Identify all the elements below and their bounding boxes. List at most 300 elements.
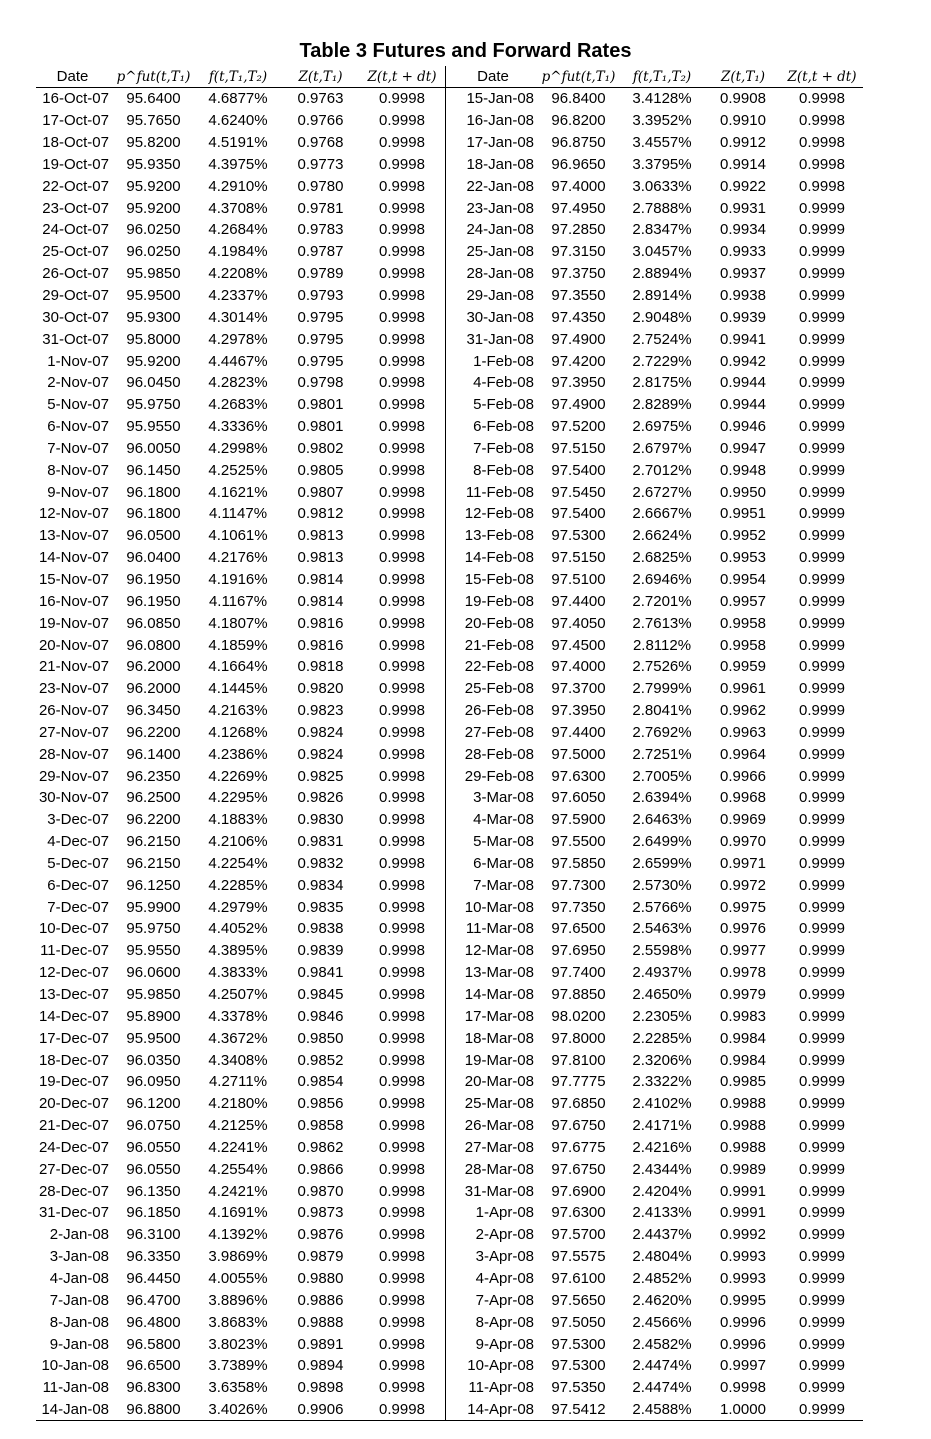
cell-z-t-dt: 0.9999: [799, 287, 845, 305]
table-row: [36, 416, 445, 438]
cell-z-t-dt: 0.9998: [379, 374, 425, 392]
header-z-t-t1: Z(t,T₁): [282, 66, 359, 88]
table-row: [36, 787, 445, 809]
cell-pfut: 98.0200: [551, 1007, 606, 1025]
cell-z-t-t1: 0.9950: [720, 483, 766, 501]
cell-date: 31-Oct-07: [42, 330, 109, 348]
cell-forward-rate: 2.4437%: [632, 1226, 692, 1244]
cell-z-t-dt: 0.9998: [379, 1051, 425, 1069]
cell-date: 14-Feb-08: [464, 549, 534, 567]
cell-z-t-t1: 0.9787: [297, 243, 344, 261]
table-row: [446, 525, 864, 547]
cell-z-t-t1: 0.9807: [297, 483, 344, 501]
table-row: [446, 503, 864, 525]
cell-z-t-t1: 0.9937: [720, 265, 766, 283]
cell-date: 7-Jan-08: [49, 1291, 109, 1309]
cell-z-t-t1: 0.9975: [720, 898, 766, 916]
cell-z-t-t1: 0.9780: [297, 177, 344, 195]
table-row: [446, 918, 864, 940]
cell-z-t-t1: 0.9813: [297, 527, 344, 545]
cell-date: 17-Mar-08: [464, 1007, 534, 1025]
cell-forward-rate: 4.2163%: [208, 702, 268, 720]
cell-forward-rate: 4.1167%: [208, 592, 268, 610]
cell-z-t-t1: 0.9984: [720, 1051, 766, 1069]
cell-pfut: 97.5300: [551, 527, 606, 545]
cell-z-t-t1: 0.9912: [720, 134, 766, 152]
cell-forward-rate: 4.4467%: [208, 352, 268, 370]
cell-z-t-dt: 0.9998: [379, 90, 425, 108]
table-row: [36, 394, 445, 416]
cell-z-t-dt: 0.9998: [379, 134, 425, 152]
cell-z-t-t1: 0.9914: [720, 155, 766, 173]
cell-forward-rate: 4.2180%: [208, 1095, 268, 1113]
cell-date: 27-Nov-07: [38, 723, 109, 741]
cell-date: 19-Oct-07: [42, 155, 109, 173]
cell-pfut: 96.3350: [126, 1248, 181, 1266]
table-row: [36, 896, 445, 918]
cell-z-t-t1: 0.9989: [720, 1160, 766, 1178]
cell-z-t-dt: 0.9998: [379, 308, 425, 326]
cell-z-t-t1: 0.9862: [297, 1138, 344, 1156]
cell-date: 12-Dec-07: [38, 964, 109, 982]
cell-forward-rate: 3.7389%: [208, 1357, 268, 1375]
table-row: [446, 219, 864, 241]
cell-date: 13-Mar-08: [464, 964, 534, 982]
tables-container: [36, 66, 863, 1421]
right-table-body: [446, 88, 864, 1421]
cell-date: 31-Jan-08: [466, 330, 534, 348]
cell-z-t-t1: 0.9954: [720, 570, 766, 588]
cell-z-t-t1: 0.9850: [297, 1029, 344, 1047]
cell-date: 6-Mar-08: [473, 854, 534, 872]
cell-z-t-dt: 0.9998: [379, 942, 425, 960]
cell-date: 5-Dec-07: [47, 854, 109, 872]
table-row: [36, 721, 445, 743]
header-forward-rate: f(t,T₁,T₂): [194, 66, 282, 88]
cell-pfut: 95.9500: [126, 1029, 181, 1047]
cell-date: 8-Nov-07: [47, 461, 109, 479]
cell-z-t-dt: 0.9999: [799, 549, 845, 567]
cell-pfut: 97.5350: [551, 1379, 606, 1397]
cell-forward-rate: 4.1392%: [208, 1226, 268, 1244]
cell-date: 13-Feb-08: [464, 527, 534, 545]
table-row: [36, 1377, 445, 1399]
header-date: Date: [446, 66, 539, 88]
cell-z-t-t1: 0.9961: [720, 680, 766, 698]
cell-date: 10-Mar-08: [464, 898, 534, 916]
table-row: [36, 372, 445, 394]
left-header-row: [36, 66, 445, 88]
cell-z-t-t1: 0.9870: [297, 1182, 344, 1200]
cell-forward-rate: 3.6358%: [208, 1379, 268, 1397]
cell-forward-rate: 2.6727%: [632, 483, 692, 501]
cell-forward-rate: 4.2125%: [208, 1117, 268, 1135]
cell-forward-rate: 2.3206%: [632, 1051, 692, 1069]
cell-z-t-dt: 0.9999: [799, 1248, 845, 1266]
cell-z-t-t1: 0.9991: [720, 1182, 766, 1200]
cell-pfut: 97.6300: [551, 1204, 606, 1222]
cell-z-t-t1: 0.9854: [297, 1073, 344, 1091]
table-row: [36, 175, 445, 197]
cell-z-t-dt: 0.9999: [799, 199, 845, 217]
cell-pfut: 97.5300: [551, 1357, 606, 1375]
cell-z-t-dt: 0.9999: [799, 833, 845, 851]
cell-forward-rate: 2.8347%: [632, 221, 692, 239]
cell-date: 26-Mar-08: [464, 1117, 534, 1135]
cell-forward-rate: 2.7888%: [632, 199, 692, 217]
cell-pfut: 95.8900: [126, 1007, 181, 1025]
cell-date: 14-Dec-07: [38, 1007, 109, 1025]
table-row: [36, 678, 445, 700]
cell-forward-rate: 2.7251%: [632, 745, 692, 763]
table-row: [36, 590, 445, 612]
table-row: [36, 219, 445, 241]
table-row: [36, 874, 445, 896]
cell-pfut: 95.9550: [126, 418, 181, 436]
cell-z-t-t1: 1.0000: [720, 1401, 766, 1419]
cell-z-t-t1: 0.9964: [720, 745, 766, 763]
cell-pfut: 97.5400: [551, 461, 606, 479]
cell-z-t-t1: 0.9880: [297, 1269, 344, 1287]
cell-z-t-t1: 0.9993: [720, 1269, 766, 1287]
cell-date: 3-Mar-08: [473, 789, 534, 807]
cell-z-t-t1: 0.9979: [720, 986, 766, 1004]
cell-z-t-t1: 0.9948: [720, 461, 766, 479]
cell-z-t-dt: 0.9998: [379, 1313, 425, 1331]
cell-date: 1-Apr-08: [475, 1204, 534, 1222]
table-row: [446, 285, 864, 307]
cell-z-t-t1: 0.9832: [297, 854, 344, 872]
table-row: [36, 962, 445, 984]
cell-z-t-t1: 0.9957: [720, 592, 766, 610]
cell-forward-rate: 2.8894%: [632, 265, 692, 283]
cell-forward-rate: 4.2337%: [208, 287, 268, 305]
cell-z-t-dt: 0.9998: [379, 1204, 425, 1222]
cell-date: 5-Mar-08: [473, 833, 534, 851]
cell-z-t-dt: 0.9999: [799, 745, 845, 763]
cell-z-t-t1: 0.9812: [297, 505, 344, 523]
cell-z-t-t1: 0.9820: [297, 680, 344, 698]
cell-z-t-t1: 0.9823: [297, 702, 344, 720]
header-forward-rate: f(t,T₁,T₂): [619, 66, 705, 88]
cell-pfut: 96.1800: [126, 483, 181, 501]
table-row: [446, 1005, 864, 1027]
table-row: [36, 438, 445, 460]
cell-pfut: 96.0800: [126, 636, 181, 654]
cell-date: 17-Jan-08: [466, 134, 534, 152]
cell-pfut: 97.6750: [551, 1117, 606, 1135]
cell-date: 9-Nov-07: [47, 483, 109, 501]
cell-forward-rate: 2.7613%: [632, 614, 692, 632]
cell-date: 7-Apr-08: [475, 1291, 534, 1309]
table-row: [446, 306, 864, 328]
cell-z-t-t1: 0.9971: [720, 854, 766, 872]
cell-z-t-t1: 0.9991: [720, 1204, 766, 1222]
table-row: [36, 154, 445, 176]
cell-pfut: 95.8000: [126, 330, 181, 348]
cell-z-t-t1: 0.9813: [297, 549, 344, 567]
cell-date: 8-Jan-08: [49, 1313, 109, 1331]
cell-forward-rate: 4.2979%: [208, 898, 268, 916]
cell-date: 11-Mar-08: [465, 920, 534, 938]
cell-forward-rate: 4.1664%: [208, 658, 268, 676]
table-row: [36, 350, 445, 372]
cell-date: 29-Oct-07: [42, 287, 109, 305]
cell-forward-rate: 4.2285%: [208, 876, 268, 894]
cell-forward-rate: 2.5463%: [632, 920, 692, 938]
cell-date: 20-Mar-08: [464, 1073, 534, 1091]
cell-pfut: 96.2200: [126, 811, 181, 829]
cell-pfut: 97.5900: [551, 811, 606, 829]
cell-date: 15-Feb-08: [464, 570, 534, 588]
cell-z-t-t1: 0.9993: [720, 1248, 766, 1266]
cell-pfut: 97.5412: [551, 1401, 606, 1419]
cell-pfut: 96.1250: [126, 876, 181, 894]
cell-pfut: 95.9850: [126, 265, 181, 283]
cell-date: 17-Dec-07: [38, 1029, 109, 1047]
cell-date: 30-Oct-07: [42, 308, 109, 326]
cell-forward-rate: 4.1859%: [208, 636, 268, 654]
cell-date: 16-Oct-07: [42, 90, 109, 108]
cell-forward-rate: 4.6877%: [208, 90, 268, 108]
cell-z-t-t1: 0.9947: [720, 439, 766, 457]
cell-date: 1-Nov-07: [47, 352, 109, 370]
cell-forward-rate: 2.8289%: [632, 396, 692, 414]
cell-forward-rate: 4.2208%: [208, 265, 268, 283]
cell-z-t-dt: 0.9999: [799, 1160, 845, 1178]
cell-z-t-dt: 0.9999: [799, 221, 845, 239]
cell-z-t-dt: 0.9999: [799, 680, 845, 698]
cell-forward-rate: 4.1916%: [208, 570, 268, 588]
cell-z-t-t1: 0.9970: [720, 833, 766, 851]
cell-forward-rate: 4.1061%: [208, 527, 268, 545]
table-row: [36, 700, 445, 722]
table-row: [446, 896, 864, 918]
cell-date: 2-Apr-08: [475, 1226, 534, 1244]
cell-date: 7-Dec-07: [47, 898, 109, 916]
cell-z-t-t1: 0.9976: [720, 920, 766, 938]
cell-date: 27-Feb-08: [464, 723, 534, 741]
cell-date: 7-Mar-08: [473, 876, 534, 894]
cell-z-t-dt: 0.9998: [379, 789, 425, 807]
table-row: [36, 547, 445, 569]
table-row: [446, 197, 864, 219]
cell-z-t-t1: 0.9910: [720, 112, 766, 130]
cell-z-t-dt: 0.9999: [799, 505, 845, 523]
cell-z-t-dt: 0.9999: [799, 308, 845, 326]
cell-forward-rate: 4.0055%: [208, 1269, 268, 1287]
cell-z-t-dt: 0.9998: [799, 134, 845, 152]
cell-date: 20-Dec-07: [38, 1095, 109, 1113]
cell-z-t-t1: 0.9944: [720, 374, 766, 392]
cell-z-t-t1: 0.9795: [297, 308, 344, 326]
cell-pfut: 97.5100: [551, 570, 606, 588]
cell-pfut: 97.5050: [551, 1313, 606, 1331]
header-pfut: p^fut(t,T₁): [113, 66, 194, 88]
cell-date: 12-Mar-08: [464, 942, 534, 960]
cell-date: 30-Jan-08: [466, 308, 534, 326]
cell-z-t-t1: 0.9908: [720, 90, 766, 108]
cell-z-t-t1: 0.9966: [720, 767, 766, 785]
cell-date: 6-Dec-07: [47, 876, 109, 894]
table-row: [446, 874, 864, 896]
cell-pfut: 97.8850: [551, 986, 606, 1004]
table-row: [36, 1158, 445, 1180]
cell-pfut: 97.6900: [551, 1182, 606, 1200]
cell-pfut: 96.2150: [126, 854, 181, 872]
cell-date: 3-Jan-08: [49, 1248, 109, 1266]
cell-z-t-dt: 0.9999: [799, 920, 845, 938]
cell-date: 26-Feb-08: [464, 702, 534, 720]
cell-z-t-dt: 0.9999: [799, 723, 845, 741]
cell-forward-rate: 4.2295%: [208, 789, 268, 807]
table-row: [446, 372, 864, 394]
cell-z-t-t1: 0.9838: [297, 920, 344, 938]
header-z-t-dt: Z(t,t + dt): [359, 66, 445, 88]
cell-date: 18-Dec-07: [38, 1051, 109, 1069]
table-row: [446, 809, 864, 831]
cell-forward-rate: 2.4204%: [632, 1182, 692, 1200]
cell-date: 8-Feb-08: [473, 461, 534, 479]
table-row: [446, 416, 864, 438]
cell-pfut: 97.2850: [551, 221, 606, 239]
cell-date: 25-Oct-07: [42, 243, 109, 261]
table-row: [36, 656, 445, 678]
cell-z-t-dt: 0.9998: [379, 833, 425, 851]
cell-forward-rate: 2.9048%: [632, 308, 692, 326]
cell-z-t-dt: 0.9998: [379, 396, 425, 414]
cell-pfut: 97.5450: [551, 483, 606, 501]
cell-z-t-t1: 0.9818: [297, 658, 344, 676]
cell-z-t-t1: 0.9995: [720, 1291, 766, 1309]
table-row: [36, 263, 445, 285]
cell-pfut: 97.5300: [551, 1335, 606, 1353]
cell-forward-rate: 2.2305%: [632, 1007, 692, 1025]
cell-forward-rate: 4.3672%: [208, 1029, 268, 1047]
cell-forward-rate: 4.3408%: [208, 1051, 268, 1069]
table-row: [36, 809, 445, 831]
cell-forward-rate: 4.2684%: [208, 221, 268, 239]
table-row: [36, 612, 445, 634]
cell-forward-rate: 2.5766%: [632, 898, 692, 916]
cell-forward-rate: 4.3708%: [208, 199, 268, 217]
table-row: [36, 743, 445, 765]
cell-pfut: 95.9200: [126, 199, 181, 217]
cell-date: 10-Dec-07: [38, 920, 109, 938]
cell-pfut: 97.5150: [551, 549, 606, 567]
cell-pfut: 95.9300: [126, 308, 181, 326]
cell-z-t-dt: 0.9998: [379, 439, 425, 457]
cell-date: 28-Nov-07: [38, 745, 109, 763]
cell-z-t-t1: 0.9798: [297, 374, 344, 392]
cell-pfut: 97.6100: [551, 1269, 606, 1287]
cell-z-t-dt: 0.9999: [799, 1117, 845, 1135]
cell-z-t-dt: 0.9998: [379, 1160, 425, 1178]
table-row: [36, 328, 445, 350]
table-row: [446, 590, 864, 612]
left-table-body: [36, 88, 445, 1421]
cell-pfut: 96.0050: [126, 439, 181, 457]
table-row: [36, 459, 445, 481]
cell-date: 2-Nov-07: [47, 374, 109, 392]
cell-date: 14-Apr-08: [467, 1401, 534, 1419]
cell-z-t-t1: 0.9969: [720, 811, 766, 829]
cell-z-t-dt: 0.9998: [379, 658, 425, 676]
cell-z-t-dt: 0.9998: [379, 986, 425, 1004]
cell-forward-rate: 4.3895%: [208, 942, 268, 960]
table-row: [446, 110, 864, 132]
cell-z-t-t1: 0.9898: [297, 1379, 344, 1397]
cell-pfut: 96.0750: [126, 1117, 181, 1135]
cell-forward-rate: 4.3833%: [208, 964, 268, 982]
cell-pfut: 96.1850: [126, 1204, 181, 1222]
cell-z-t-dt: 0.9998: [379, 1335, 425, 1353]
cell-pfut: 96.0550: [126, 1160, 181, 1178]
cell-z-t-dt: 0.9999: [799, 330, 845, 348]
cell-z-t-t1: 0.9988: [720, 1117, 766, 1135]
table-row: [36, 481, 445, 503]
table-row: [446, 678, 864, 700]
table-row: [446, 263, 864, 285]
cell-z-t-t1: 0.9984: [720, 1029, 766, 1047]
cell-date: 7-Nov-07: [47, 439, 109, 457]
cell-z-t-dt: 0.9998: [379, 1073, 425, 1091]
cell-date: 26-Oct-07: [42, 265, 109, 283]
cell-forward-rate: 2.7526%: [632, 658, 692, 676]
cell-forward-rate: 4.2269%: [208, 767, 268, 785]
cell-z-t-t1: 0.9866: [297, 1160, 344, 1178]
cell-z-t-t1: 0.9959: [720, 658, 766, 676]
cell-date: 14-Jan-08: [41, 1401, 109, 1419]
cell-date: 29-Jan-08: [466, 287, 534, 305]
cell-z-t-dt: 0.9999: [799, 418, 845, 436]
cell-z-t-t1: 0.9846: [297, 1007, 344, 1025]
cell-forward-rate: 2.7005%: [632, 767, 692, 785]
cell-pfut: 96.2150: [126, 833, 181, 851]
cell-z-t-dt: 0.9998: [379, 767, 425, 785]
cell-z-t-dt: 0.9998: [379, 636, 425, 654]
table-row: [446, 241, 864, 263]
cell-pfut: 97.4350: [551, 308, 606, 326]
cell-z-t-t1: 0.9801: [297, 396, 344, 414]
cell-pfut: 97.4000: [551, 658, 606, 676]
header-date: Date: [36, 66, 113, 88]
cell-z-t-dt: 0.9998: [379, 1248, 425, 1266]
cell-z-t-t1: 0.9938: [720, 287, 766, 305]
cell-date: 17-Oct-07: [42, 112, 109, 130]
cell-z-t-dt: 0.9999: [799, 1029, 845, 1047]
cell-z-t-t1: 0.9814: [297, 592, 344, 610]
cell-z-t-t1: 0.9996: [720, 1335, 766, 1353]
cell-z-t-t1: 0.9805: [297, 461, 344, 479]
table-row: [446, 1027, 864, 1049]
cell-pfut: 97.6050: [551, 789, 606, 807]
cell-pfut: 95.9750: [126, 396, 181, 414]
table-row: [36, 1289, 445, 1311]
cell-pfut: 96.3100: [126, 1226, 181, 1244]
cell-pfut: 97.7300: [551, 876, 606, 894]
cell-date: 19-Feb-08: [464, 592, 534, 610]
cell-z-t-t1: 0.9816: [297, 636, 344, 654]
cell-pfut: 97.3750: [551, 265, 606, 283]
cell-pfut: 96.2200: [126, 723, 181, 741]
table-row: [446, 438, 864, 460]
cell-date: 11-Feb-08: [465, 483, 534, 501]
cell-pfut: 96.1200: [126, 1095, 181, 1113]
cell-date: 20-Feb-08: [464, 614, 534, 632]
cell-pfut: 97.5575: [551, 1248, 606, 1266]
cell-z-t-t1: 0.9894: [297, 1357, 344, 1375]
